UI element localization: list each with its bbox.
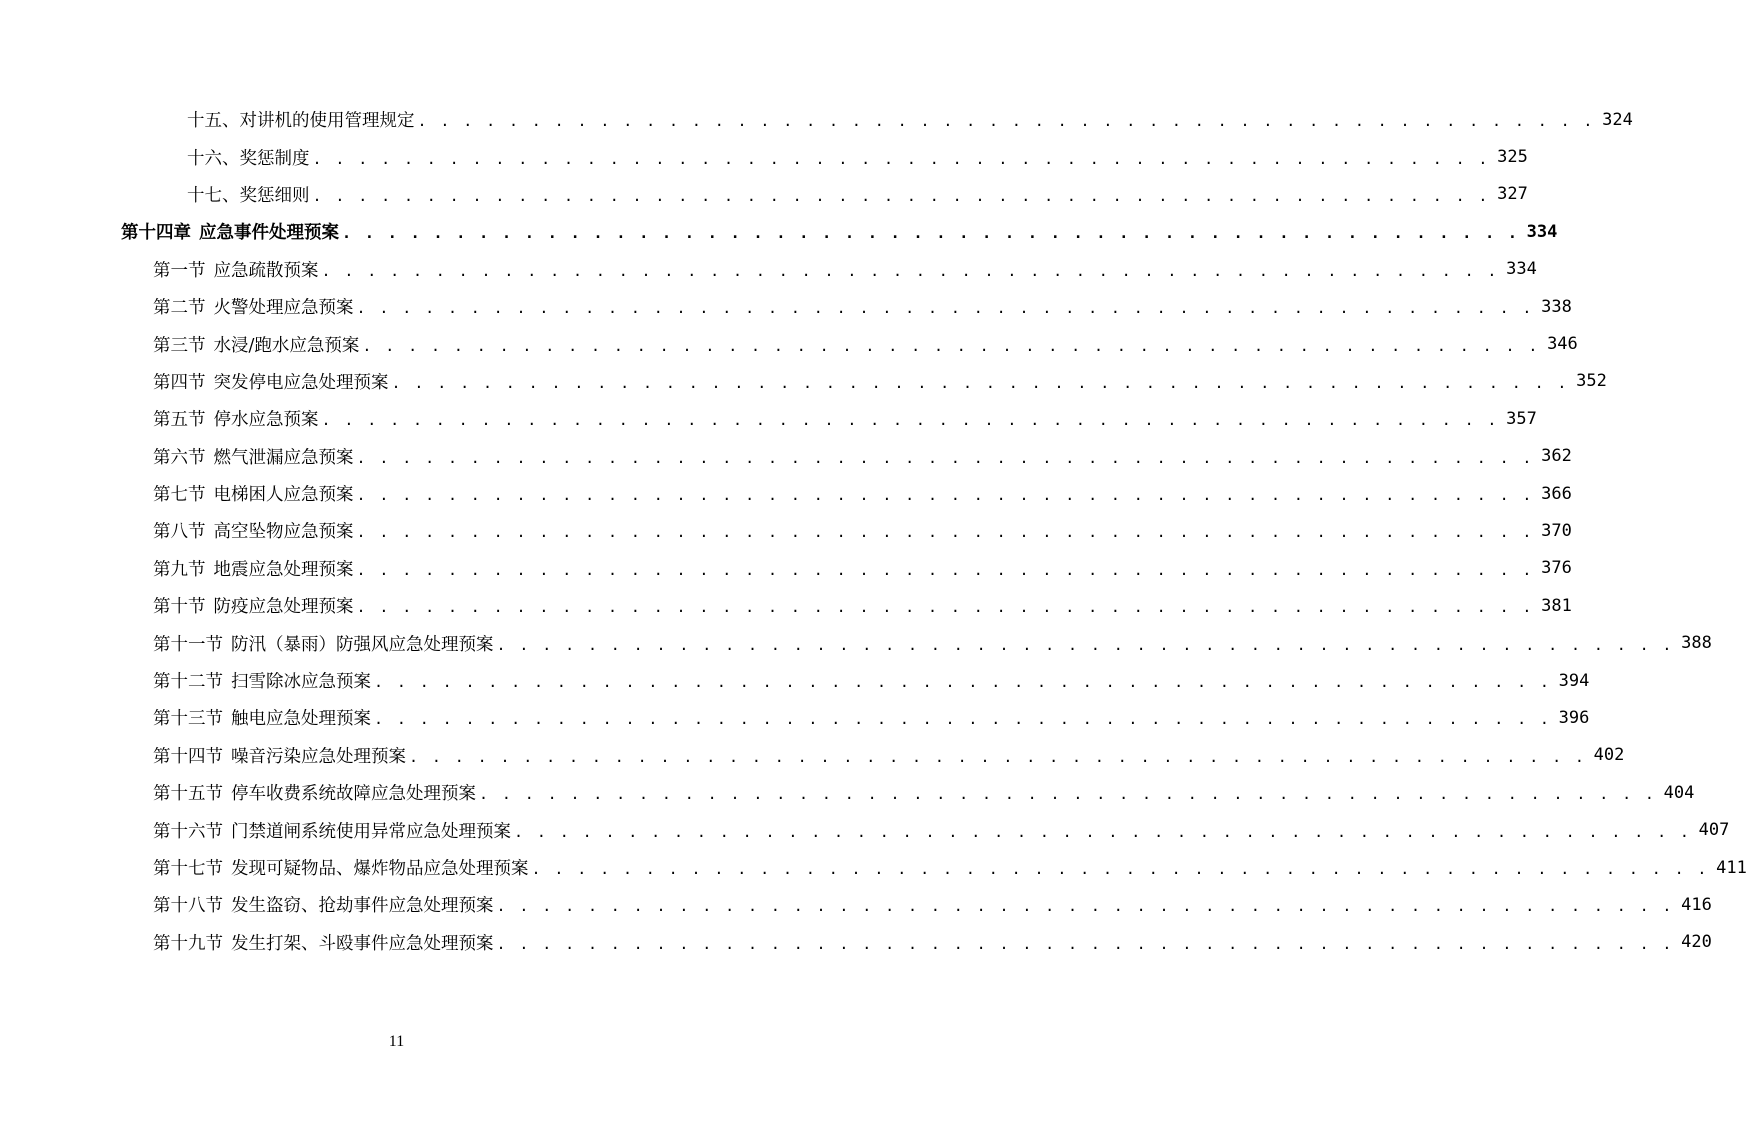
toc-leader-dots: . . . . . . . . . . . . . . . . . . . . . . . . . . . . . . . . . . . . . . . . . . . . . . . . . . . .	[417, 112, 1595, 131]
toc-entry-title	[121, 219, 342, 244]
toc-leader-dots: . . . . . . . . . . . . . . . . . . . . . . . . . . . . . . . . . . . . . . . . . . . . . . . . . . . .	[356, 486, 1534, 505]
toc-entry-title	[153, 481, 357, 506]
toc-entry[interactable]	[0, 101, 1633, 138]
toc-leader-dots: . . . . . . . . . . . . . . . . . . . . . . . . . . . . . . . . . . . . . . . . . . . . . . . . . . . .	[479, 785, 1657, 804]
toc-entry[interactable]	[0, 774, 1695, 811]
toc-leader-dots: . . . . . . . . . . . . . . . . . . . . . . . . . . . . . . . . . . . . . . . . . . . . . . . . . . . .	[531, 860, 1709, 878]
toc-entry-page: 381	[1541, 595, 1572, 616]
table-of-contents	[0, 101, 1747, 961]
toc-entry-page: 394	[1558, 670, 1590, 691]
toc-entry-number: 第十七节	[153, 859, 223, 879]
toc-entry-number: 第十五节	[153, 784, 223, 805]
toc-entry-title	[153, 855, 532, 880]
toc-entry-title	[153, 257, 322, 282]
toc-leader-dots: . . . . . . . . . . . . . . . . . . . . . . . . . . . . . . . . . . . . . . . . . . . . . . . . . . . .	[496, 635, 1674, 654]
toc-entry-text: 奖惩细则	[239, 185, 310, 206]
toc-entry-number: 第十六节	[153, 821, 223, 842]
toc-entry-text: 火警处理应急预案	[213, 298, 354, 319]
toc-leader-dots: . . . . . . . . . . . . . . . . . . . . . . . . . . . . . . . . . . . . . . . . . . . . . . . . . . . .	[312, 149, 1490, 168]
toc-entry-text: 发现可疑物品、爆炸物品应急处理预案	[231, 859, 529, 879]
toc-entry-page: 396	[1558, 707, 1590, 728]
toc-entry-text: 对讲机的使用管理规定	[239, 111, 415, 132]
toc-leader-dots: . . . . . . . . . . . . . . . . . . . . . . . . . . . . . . . . . . . . . . . . . . . . . . . . . . . .	[356, 523, 1534, 542]
toc-entry-text: 发生盗窃、抢劫事件应急处理预案	[231, 896, 494, 917]
toc-leader-dots: . . . . . . . . . . . . . . . . . . . . . . . . . . . . . . . . . . . . . . . . . . . . . . . . . . . .	[496, 897, 1674, 916]
toc-entry[interactable]	[0, 662, 1590, 699]
toc-entry-number: 第五节	[153, 410, 206, 431]
toc-entry-page: 411	[1716, 857, 1747, 878]
toc-entry-text: 应急疏散预案	[213, 260, 319, 281]
toc-entry-number: 第十八节	[153, 896, 223, 917]
toc-entry-title	[187, 145, 313, 170]
toc-entry-number: 十六、	[187, 148, 240, 169]
toc-entry[interactable]	[0, 811, 1730, 848]
toc-entry-title	[153, 668, 374, 693]
toc-entry-title	[153, 444, 357, 469]
toc-leader-dots: . . . . . . . . . . . . . . . . . . . . . . . . . . . . . . . . . . . . . . . . . . . . . . . . . . . .	[391, 373, 1569, 392]
toc-entry-page: 402	[1593, 745, 1625, 766]
toc-entry-page: 334	[1526, 221, 1558, 242]
toc-entry-page: 388	[1681, 633, 1712, 654]
toc-leader-dots: . . . . . . . . . . . . . . . . . . . . . . . . . . . . . . . . . . . . . . . . . . . . . . . . . . . .	[321, 411, 1499, 430]
toc-entry-page: 376	[1541, 558, 1572, 579]
toc-entry-text: 门禁道闸系统使用异常应急处理预案	[231, 821, 511, 842]
toc-entry-text: 发生打架、斗殴事件应急处理预案	[231, 933, 494, 954]
toc-entry-text: 防疫应急处理预案	[213, 597, 354, 618]
toc-entry-page: 327	[1497, 184, 1528, 205]
toc-entry-text: 水浸/跑水应急预案	[213, 335, 360, 356]
toc-entry-page: 346	[1547, 334, 1578, 355]
toc-entry-page: 357	[1506, 408, 1537, 429]
toc-entry[interactable]	[0, 363, 1607, 400]
toc-entry[interactable]	[0, 924, 1712, 961]
toc-entry-title	[153, 518, 357, 543]
toc-entry-page: 404	[1663, 782, 1695, 803]
toc-entry-title	[153, 406, 322, 431]
toc-entry-number: 第一节	[153, 260, 206, 281]
toc-entry-title	[153, 780, 479, 805]
toc-entry-title	[153, 294, 357, 319]
toc-leader-dots: . . . . . . . . . . . . . . . . . . . . . . . . . . . . . . . . . . . . . . . . . . . . . . . . . . . .	[356, 598, 1534, 617]
toc-entry[interactable]	[0, 512, 1572, 549]
toc-entry-number: 十五、	[187, 111, 240, 132]
toc-entry[interactable]	[0, 849, 1747, 886]
toc-leader-dots: . . . . . . . . . . . . . . . . . . . . . . . . . . . . . . . . . . . . . . . . . . . . . . . . . . . .	[496, 934, 1674, 953]
toc-entry-title	[153, 818, 514, 843]
toc-entry-number: 第十四章	[121, 223, 191, 244]
toc-entry-number: 第十四节	[153, 746, 223, 767]
toc-entry-text: 高空坠物应急预案	[213, 522, 354, 543]
toc-entry[interactable]	[0, 699, 1590, 736]
toc-entry-text: 地震应急处理预案	[213, 559, 354, 580]
toc-entry-page: 362	[1541, 446, 1572, 467]
toc-leader-dots: . . . . . . . . . . . . . . . . . . . . . . . . . . . . . . . . . . . . . . . . . . . . . . . . . . . .	[374, 710, 1552, 729]
toc-entry[interactable]	[0, 288, 1572, 325]
toc-entry-number: 第八节	[153, 522, 206, 543]
toc-entry-text: 应急事件处理预案	[199, 223, 339, 244]
toc-entry-title	[153, 631, 497, 656]
toc-entry[interactable]	[0, 138, 1528, 175]
toc-entry-title	[153, 930, 497, 955]
toc-entry-page: 352	[1576, 371, 1607, 392]
toc-entry-page: 420	[1681, 932, 1712, 953]
toc-entry-number: 第十二节	[153, 672, 223, 693]
toc-leader-dots: . . . . . . . . . . . . . . . . . . . . . . . . . . . . . . . . . . . . . . . . . . . . . . . . . . . .	[514, 822, 1692, 841]
toc-entry[interactable]	[0, 213, 1558, 250]
toc-entry-title	[187, 107, 418, 132]
toc-entry-text: 防汛（暴雨）防强风应急处理预案	[231, 634, 494, 655]
toc-entry[interactable]	[0, 737, 1625, 774]
toc-entry-page: 325	[1497, 147, 1528, 168]
toc-entry[interactable]	[0, 400, 1537, 437]
toc-entry-title	[153, 743, 409, 768]
toc-entry-number: 第十九节	[153, 933, 223, 954]
toc-entry-title	[153, 705, 374, 730]
toc-entry-text: 噪音污染应急处理预案	[231, 746, 406, 767]
toc-entry-number: 第三节	[153, 335, 206, 356]
toc-entry-number: 第十一节	[153, 634, 223, 655]
toc-entry-number: 第十节	[153, 597, 206, 618]
toc-entry-text: 奖惩制度	[239, 148, 310, 169]
toc-leader-dots: . . . . . . . . . . . . . . . . . . . . . . . . . . . . . . . . . . . . . . . . . . . . . . . . . . . .	[356, 299, 1534, 318]
toc-entry-title	[187, 182, 313, 207]
toc-leader-dots: . . . . . . . . . . . . . . . . . . . . . . . . . . . . . . . . . . . . . . . . . . . . . . . . . . . .	[321, 261, 1499, 280]
toc-leader-dots: . . . . . . . . . . . . . . . . . . . . . . . . . . . . . . . . . . . . . . . . . . . . . . . . . . . .	[374, 673, 1552, 692]
toc-entry-text: 突发停电应急处理预案	[213, 372, 389, 393]
toc-leader-dots: . . . . . . . . . . . . . . . . . . . . . . . . . . . . . . . . . . . . . . . . . . . . . . . . . . . .	[312, 186, 1490, 205]
toc-entry-text: 停车收费系统故障应急处理预案	[231, 784, 476, 805]
toc-entry-page: 416	[1681, 894, 1712, 915]
toc-entry-page: 407	[1698, 820, 1730, 841]
toc-entry-text: 燃气泄漏应急预案	[213, 447, 354, 468]
toc-entry[interactable]	[0, 176, 1528, 213]
toc-entry-page: 334	[1506, 259, 1537, 280]
toc-entry-page: 366	[1541, 483, 1572, 504]
toc-entry-page: 338	[1541, 296, 1572, 317]
toc-entry-number: 第七节	[153, 485, 206, 506]
toc-entry-title	[153, 593, 357, 618]
toc-entry-number: 第六节	[153, 447, 206, 468]
toc-leader-dots: . . . . . . . . . . . . . . . . . . . . . . . . . . . . . . . . . . . . . . . . . . . . . . . . . . . .	[362, 336, 1540, 355]
toc-entry-title	[153, 892, 497, 917]
toc-entry-number: 第四节	[153, 372, 206, 393]
toc-entry[interactable]	[0, 475, 1572, 512]
toc-entry-number: 十七、	[187, 185, 240, 206]
toc-entry-number: 第九节	[153, 559, 206, 580]
toc-entry-title	[153, 332, 362, 357]
toc-entry-title	[153, 556, 357, 581]
toc-entry-number: 第二节	[153, 298, 206, 319]
toc-entry[interactable]	[0, 325, 1578, 362]
toc-entry-title	[153, 369, 392, 394]
page-number: 11	[388, 1033, 405, 1050]
toc-leader-dots: . . . . . . . . . . . . . . . . . . . . . . . . . . . . . . . . . . . . . . . . . . . . . . . . . . . .	[409, 747, 1587, 766]
toc-entry-text: 电梯困人应急预案	[213, 485, 354, 506]
toc-entry[interactable]	[0, 587, 1572, 624]
toc-entry-text: 触电应急处理预案	[231, 709, 371, 730]
toc-entry[interactable]	[0, 251, 1537, 288]
toc-entry[interactable]	[0, 886, 1712, 923]
toc-entry-text: 停水应急预案	[213, 410, 319, 431]
toc-entry[interactable]	[0, 550, 1572, 587]
toc-entry-page: 324	[1602, 109, 1633, 130]
toc-leader-dots: . . . . . . . . . . . . . . . . . . . . . . . . . . . . . . . . . . . . . . . . . . . . . . . . . . . .	[342, 224, 1520, 243]
toc-leader-dots: . . . . . . . . . . . . . . . . . . . . . . . . . . . . . . . . . . . . . . . . . . . . . . . . . . . .	[356, 448, 1534, 467]
toc-entry-page: 370	[1541, 520, 1572, 541]
toc-entry-text: 扫雪除冰应急预案	[231, 672, 371, 693]
toc-leader-dots: . . . . . . . . . . . . . . . . . . . . . . . . . . . . . . . . . . . . . . . . . . . . . . . . . . . .	[356, 560, 1534, 579]
toc-entry-number: 第十三节	[153, 709, 223, 730]
toc-entry[interactable]	[0, 438, 1572, 475]
toc-entry[interactable]	[0, 624, 1712, 661]
